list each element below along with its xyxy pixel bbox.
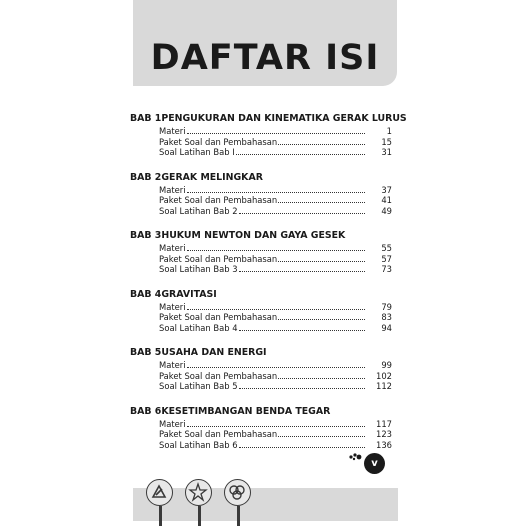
dot-leader [278,371,365,379]
entry-label: Soal Latihan Bab I [159,147,235,157]
entry-page-number: 102 [376,370,392,381]
dot-leader [187,360,365,368]
toc-entry[interactable] [130,206,392,217]
entry-label: Soal Latihan Bab 3 [159,264,238,274]
chapter-number: BAB 4 [130,288,162,300]
title-panel [133,0,397,86]
entry-label: Paket Soal dan Pembahasan [159,312,278,322]
toc-entry[interactable] [130,243,392,254]
toc-entry[interactable] [130,147,392,158]
dot-leader [187,126,365,134]
entry-page-number: 49 [381,205,392,216]
chapter-number: BAB 5 [130,347,162,358]
entry-page-number: 73 [381,264,392,274]
toc-entry[interactable] [130,360,392,371]
star-logo-icon [185,479,212,506]
chapter-heading [130,289,392,302]
entry-page-number: 117 [376,418,392,429]
toc-entry[interactable] [130,323,392,334]
chapter-number: BAB 1 [130,113,162,124]
chapter-section [130,113,407,158]
dot-leader [239,264,365,272]
chapter-title: USAHA DAN ENERGI [161,347,267,358]
entry-label: Paket Soal dan Pembahasan [159,370,278,381]
toc-entry[interactable] [130,185,392,196]
chapter-section [130,347,392,392]
dot-leader [278,429,365,437]
dot-leader [187,302,365,310]
entry-label: Materi [159,418,186,429]
decorative-dots-icon [348,451,364,463]
entry-page-number: 1 [386,126,392,136]
entry-label: Paket Soal dan Pembahasan [159,429,278,439]
toc-entry[interactable] [130,302,392,313]
dot-leader [239,381,365,389]
toc-entry[interactable] [130,429,392,440]
chapter-section [130,406,392,451]
chapter-heading [130,406,392,419]
toc-entry[interactable] [130,137,392,148]
chapter-heading [130,172,392,185]
entry-page-number: 15 [381,136,392,147]
entry-page-number: 79 [381,301,392,312]
page-number-badge: v [364,453,385,474]
entry-label: Materi [159,301,186,312]
toc-entry[interactable] [130,312,392,323]
toc-entry[interactable] [130,381,392,392]
entry-label: Soal Latihan Bab 6 [159,439,238,450]
entry-page-number: 112 [376,381,392,391]
entry-page-number: 123 [376,429,392,439]
entry-page-number: 37 [381,184,392,195]
entry-label: Paket Soal dan Pembahasan [159,253,278,264]
toc-entry[interactable] [130,126,392,137]
entry-label: Materi [159,243,186,253]
chapter-number: BAB 6 [130,405,162,417]
dot-leader [239,440,365,448]
chapter-title: GERAK MELINGKAR [161,171,263,183]
dot-leader [239,206,365,214]
entry-label: Soal Latihan Bab 2 [159,205,238,216]
entry-page-number: 99 [381,360,392,370]
dot-leader [278,137,365,145]
chapter-section [130,289,392,334]
entry-page-number: 136 [376,439,392,450]
chapter-title: GRAVITASI [161,288,217,300]
dot-leader [239,323,365,331]
chapter-title: HUKUM NEWTON DAN GAYA GESEK [161,230,346,241]
entry-label: Materi [159,126,186,136]
chapter-title: PENGUKURAN DAN KINEMATIKA GERAK LURUS [161,113,407,124]
entry-label: Materi [159,360,186,370]
dot-leader [187,419,365,427]
dot-leader [278,254,365,262]
page-title: DAFTAR ISI [150,38,380,78]
entry-label: Soal Latihan Bab 4 [159,322,238,333]
entry-label: Paket Soal dan Pembahasan [159,136,278,147]
dot-leader [187,243,365,251]
chapter-section [130,230,392,275]
toc-entry[interactable] [130,254,392,265]
chapter-number: BAB 3 [130,230,162,241]
entry-page-number: 94 [381,322,392,333]
chapter-heading [130,230,392,243]
triangle-logo-icon [146,479,173,506]
toc-entry[interactable] [130,440,392,451]
dot-leader [278,312,365,320]
entry-page-number: 41 [381,195,392,205]
entry-label: Soal Latihan Bab 5 [159,381,238,391]
entry-page-number: 55 [381,243,392,253]
entry-label: Materi [159,184,186,195]
chapter-section [130,172,392,217]
table-of-contents [130,113,407,464]
circles-logo-icon [224,479,251,506]
entry-label: Paket Soal dan Pembahasan [159,195,278,205]
entry-page-number: 31 [381,147,392,157]
dot-leader [236,147,365,155]
chapter-heading [130,347,392,360]
toc-entry[interactable] [130,264,392,275]
dot-leader [187,185,365,193]
entry-page-number: 57 [381,253,392,264]
toc-entry[interactable] [130,419,392,430]
chapter-heading [130,113,407,126]
toc-entry[interactable] [130,195,392,206]
toc-entry[interactable] [130,371,392,382]
entry-page-number: 83 [381,312,392,322]
chapter-number: BAB 2 [130,171,162,183]
dot-leader [278,195,365,203]
chapter-title: KESETIMBANGAN BENDA TEGAR [161,405,331,417]
